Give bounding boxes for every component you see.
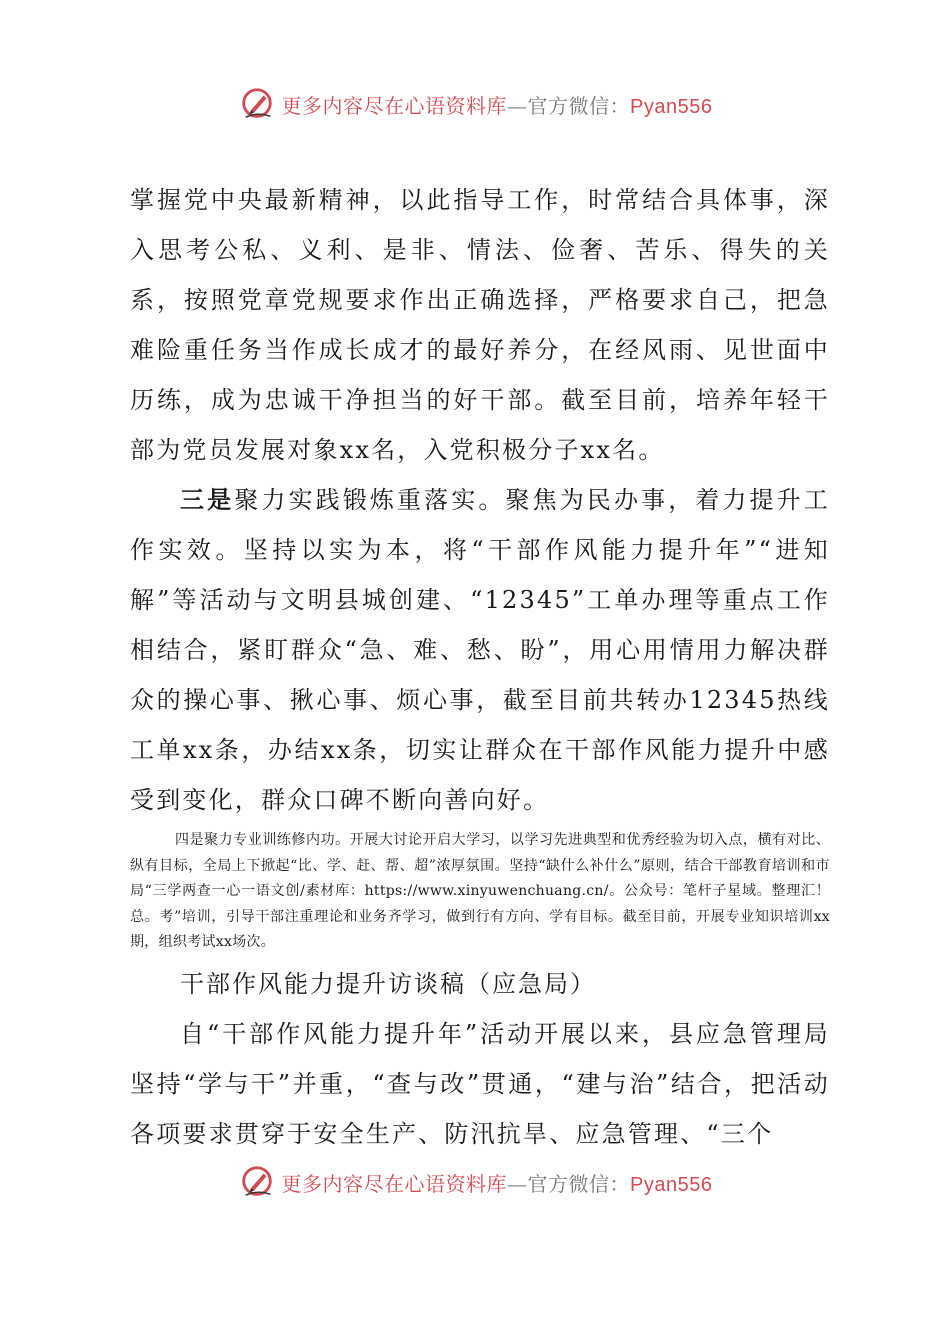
- paragraph-2: [130, 475, 830, 825]
- watermark-dash: —: [507, 93, 528, 118]
- watermark-banner-top: [0, 82, 950, 126]
- watermark-dash: —: [507, 1171, 528, 1196]
- paragraph-2-lead: 三是: [180, 485, 235, 514]
- watermark-id: Pyan556: [630, 95, 713, 118]
- watermark-label: 官方微信：: [527, 93, 631, 118]
- watermark-main: 更多内容尽在心语资料库: [281, 1171, 508, 1196]
- document-body: [130, 175, 830, 1159]
- watermark-text: [282, 90, 713, 119]
- watermark-main: 更多内容尽在心语资料库: [281, 93, 508, 118]
- pen-logo-icon: [238, 1163, 276, 1201]
- pen-logo-icon: [238, 85, 276, 123]
- section-title: 干部作风能力提升访谈稿（应急局）: [180, 969, 596, 998]
- watermark-label: 官方微信：: [527, 1171, 631, 1196]
- paragraph-4: 自“干部作风能力提升年”活动开展以来，县应急管理局坚持“学与干”并重，“查与改”贯通，“建与治”结合，把活动各项要求贯穿于安全生产、防汛抗旱、应急管理、“三个: [130, 1019, 830, 1148]
- watermark-banner-bottom: [0, 1160, 950, 1204]
- watermark-text: [282, 1168, 713, 1197]
- watermark-id: Pyan556: [630, 1173, 713, 1196]
- paragraph-3: 四是聚力专业训练修内功。开展大讨论开启大学习，以学习先进典型和优秀经验为切入点，横有对比、纵有目标，全局上下掀起“比、学、赶、帮、超”浓厚氛围。坚持“缺什么补什么”原则，结合干部教育培训和市局“三学两查一心一语文创/素材库：https://www.xinyuwenchuang.cn/。公众号：笔杆子星域。整理汇！总。考”培训，引导干部注重理论和业务齐学习，做到行有方向、学有目标。截至目前，开展专业知识培训xx期，组织考试xx场次。: [130, 832, 830, 950]
- paragraph-1: 掌握党中央最新精神，以此指导工作，时常结合具体事，深入思考公私、义利、是非、情法、俭奢、苦乐、得失的关系，按照党章党规要求作出正确选择，严格要求自己，把急难险重任务当作成长成才的最好养分，在经风雨、见世面中历练，成为忠诚干净担当的好干部。截至目前，培养年轻干部为党员发展对象xx名，入党积极分子xx名。: [130, 186, 830, 464]
- paragraph-2-text: 聚力实践锻炼重落实。聚焦为民办事，着力提升工作实效。坚持以实为本，将“干部作风能力提升年”“进知解”等活动与文明县城创建、“12345”工单办理等重点工作相结合，紧盯群众“急、难、愁、盼”，用心用情用力解决群众的操心事、揪心事、烦心事，截至目前共转办12345热线工单xx条，办结xx条，切实让群众在干部作风能力提升中感受到变化，群众口碑不断向善向好。: [130, 486, 830, 814]
